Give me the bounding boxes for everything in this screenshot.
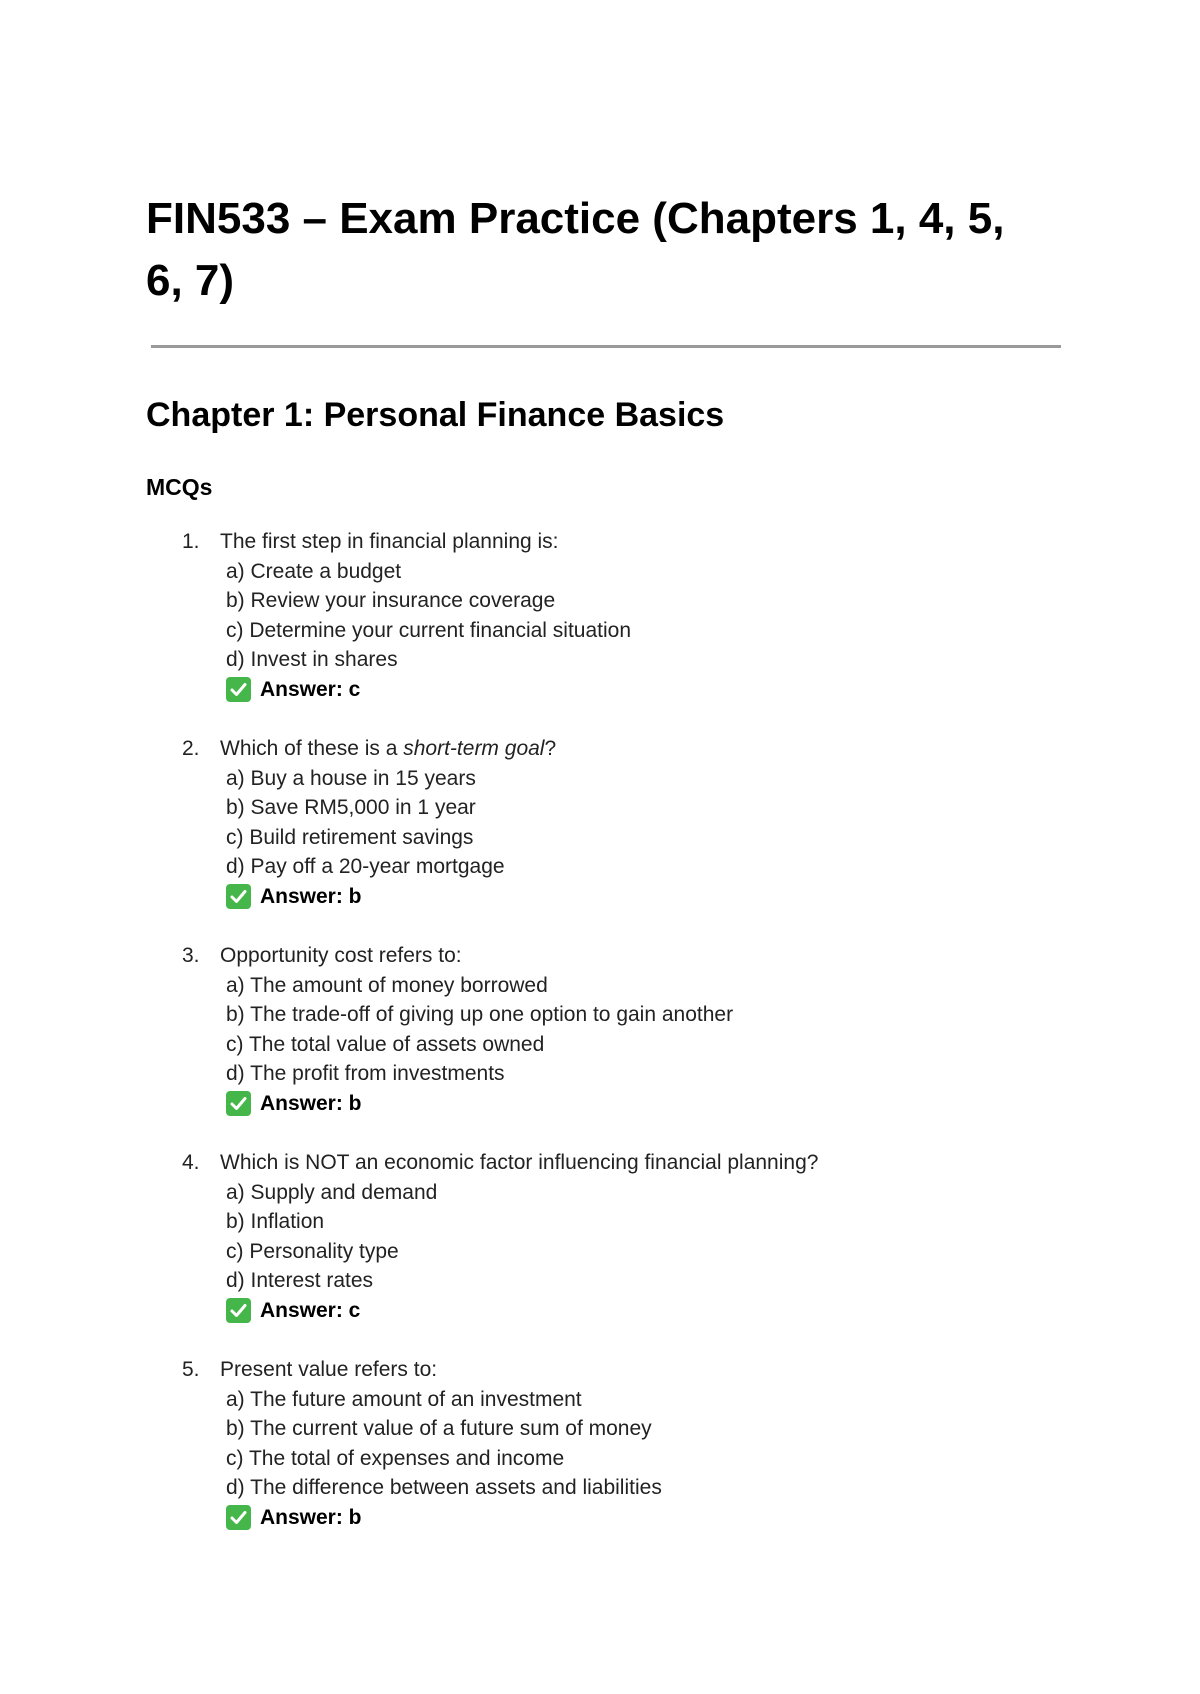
question-stem-emphasis: short-term goal xyxy=(403,737,545,760)
question-stem xyxy=(220,1148,818,1178)
question-stem-text: Opportunity cost refers to: xyxy=(220,944,462,967)
answer-line xyxy=(226,882,362,912)
answer-line xyxy=(226,675,360,705)
answer-text: Answer: b xyxy=(260,1091,362,1115)
question-number: 2. xyxy=(182,737,200,760)
option-list xyxy=(226,1385,662,1503)
question-number: 1. xyxy=(182,530,200,553)
option-a: a) Create a budget xyxy=(226,559,402,583)
option-a: a) The amount of money borrowed xyxy=(226,973,548,997)
option-list xyxy=(226,1178,437,1296)
option-a: a) The future amount of an investment xyxy=(226,1387,582,1411)
check-mark-icon xyxy=(226,1298,251,1323)
option-list xyxy=(226,557,631,675)
question-item xyxy=(146,941,1046,1148)
option-c: c) Personality type xyxy=(226,1239,399,1263)
check-mark-icon xyxy=(226,677,251,702)
answer-text: Answer: c xyxy=(260,1298,361,1322)
question-stem-text: Which is NOT an economic factor influencing financial planning? xyxy=(220,1151,819,1174)
horizontal-rule xyxy=(151,345,1061,348)
option-b: b) Review your insurance coverage xyxy=(226,589,556,612)
question-item xyxy=(146,1148,1046,1355)
option-b: b) The trade-off of giving up one option to gain another xyxy=(226,1003,734,1026)
answer-text: Answer: b xyxy=(260,884,362,908)
option-c: c) The total of expenses and income xyxy=(226,1446,565,1470)
question-stem-text: The first step in financial planning is: xyxy=(220,530,559,553)
option-d: d) Pay off a 20-year mortgage xyxy=(226,855,505,878)
question-item xyxy=(146,1355,1046,1562)
question-item xyxy=(146,527,1046,734)
check-mark-icon xyxy=(226,1091,251,1116)
option-c: c) The total value of assets owned xyxy=(226,1032,545,1056)
question-number: 5. xyxy=(182,1358,200,1381)
answer-line xyxy=(226,1503,362,1533)
answer-text: Answer: b xyxy=(260,1505,362,1529)
option-a: a) Supply and demand xyxy=(226,1180,438,1204)
option-list xyxy=(226,971,733,1089)
option-d: d) The difference between assets and liabilities xyxy=(226,1476,662,1499)
question-stem-tail: ? xyxy=(544,737,557,760)
question-stem-text: Present value refers to: xyxy=(220,1358,438,1381)
answer-line xyxy=(226,1089,362,1119)
option-d: d) The profit from investments xyxy=(226,1062,505,1085)
question-list xyxy=(146,527,1046,1562)
option-b: b) Save RM5,000 in 1 year xyxy=(226,796,476,819)
question-number: 3. xyxy=(182,944,200,967)
option-c: c) Build retirement savings xyxy=(226,825,474,849)
answer-line xyxy=(226,1296,360,1326)
option-a: a) Buy a house in 15 years xyxy=(226,766,476,790)
page-title: FIN533 – Exam Practice (Chapters 1, 4, 5, 6, 7) xyxy=(146,194,1005,305)
answer-text: Answer: c xyxy=(260,677,361,701)
option-list xyxy=(226,764,505,882)
option-c: c) Determine your current financial situation xyxy=(226,618,632,642)
option-d: d) Interest rates xyxy=(226,1269,374,1292)
option-b: b) The current value of a future sum of money xyxy=(226,1417,652,1440)
check-mark-icon xyxy=(226,1505,251,1530)
question-stem xyxy=(220,527,559,557)
question-stem xyxy=(220,734,556,764)
option-d: d) Invest in shares xyxy=(226,648,398,671)
question-stem xyxy=(220,941,462,971)
option-b: b) Inflation xyxy=(226,1210,325,1233)
check-mark-icon xyxy=(226,884,251,909)
question-number: 4. xyxy=(182,1151,200,1174)
question-stem-text: Which of these is a xyxy=(220,737,404,760)
section-heading: MCQs xyxy=(146,474,213,500)
chapter-heading: Chapter 1: Personal Finance Basics xyxy=(146,396,725,434)
question-item xyxy=(146,734,1046,941)
question-stem xyxy=(220,1355,437,1385)
